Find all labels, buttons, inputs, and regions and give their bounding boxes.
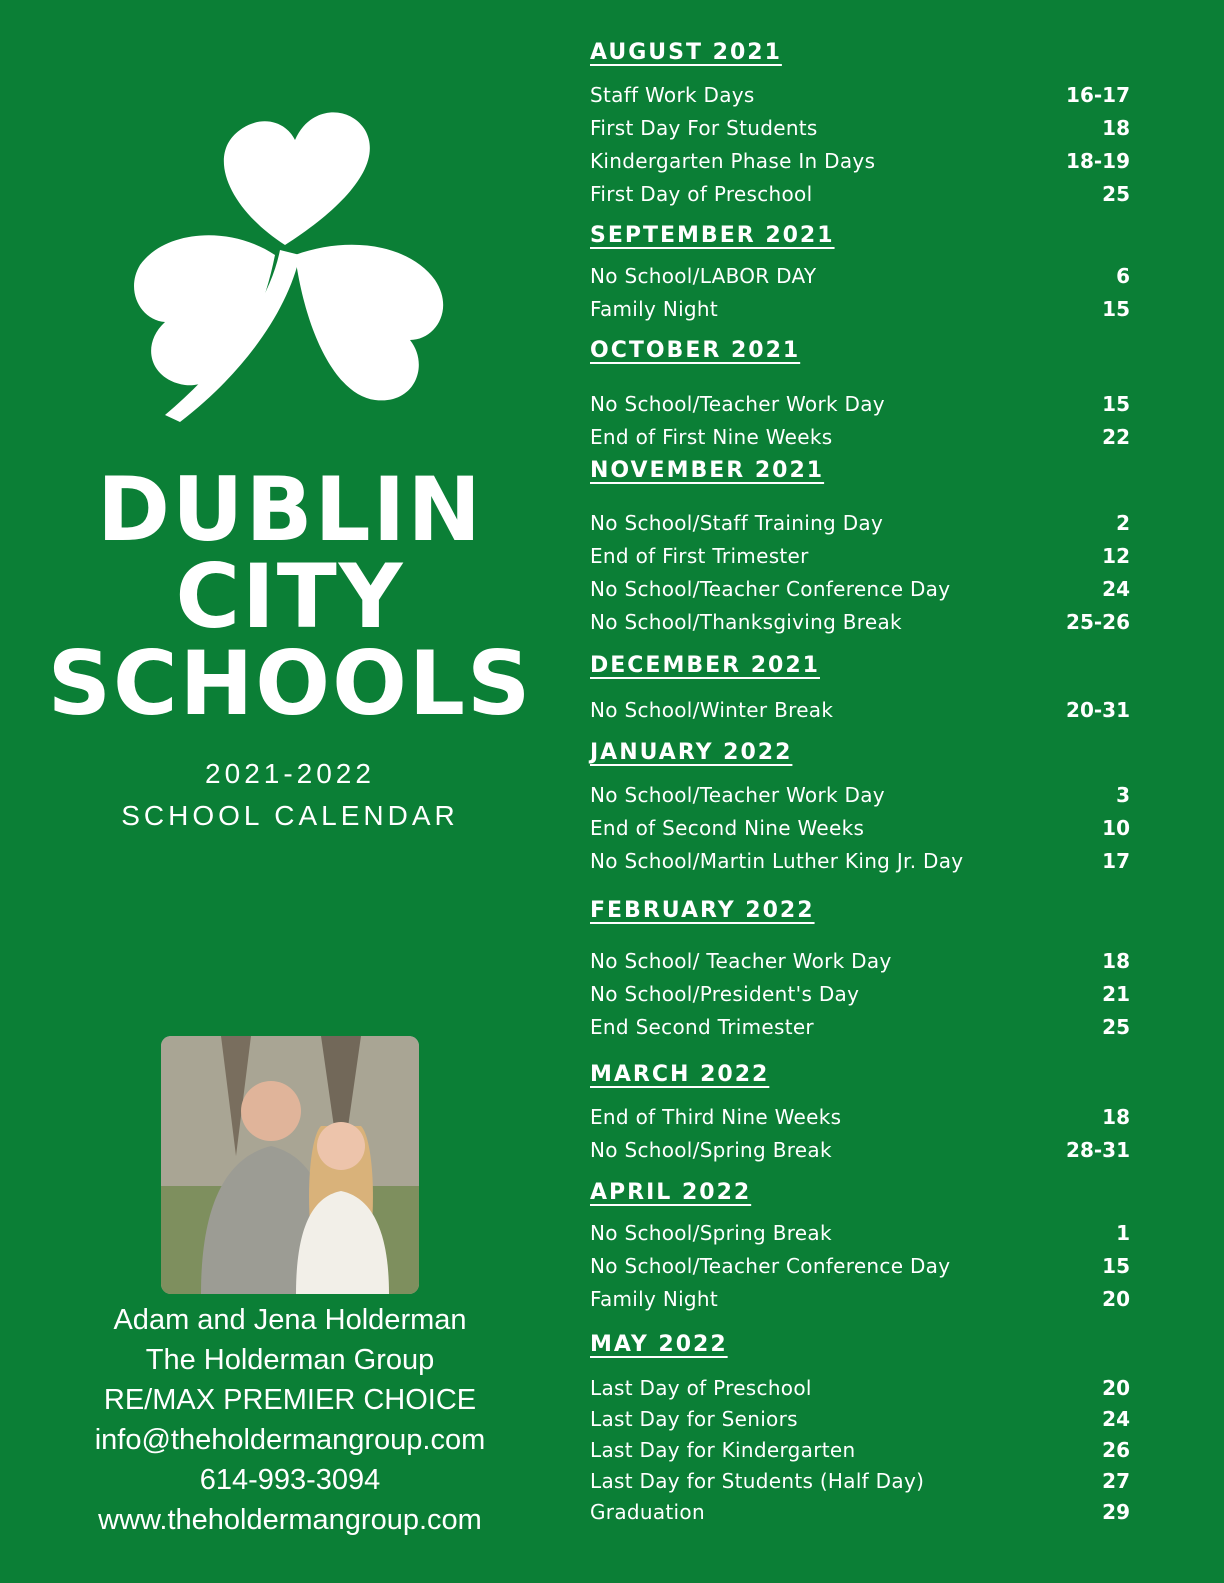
event-row	[590, 260, 1130, 293]
event-date: 18-19	[1066, 149, 1130, 173]
event-label: No School/Teacher Conference Day	[590, 577, 951, 601]
event-label: Family Night	[590, 297, 719, 321]
event-label: Last Day for Seniors	[590, 1407, 798, 1431]
event-label: First Day For Students	[590, 116, 818, 140]
month-heading: DECEMBER 2021	[590, 653, 820, 678]
event-label: Last Day for Kindergarten	[590, 1438, 856, 1462]
event-date: 20	[1102, 1287, 1130, 1311]
event-date: 16-17	[1066, 83, 1130, 107]
event-label: No School/Spring Break	[590, 1221, 832, 1245]
month-section-december	[590, 653, 1130, 727]
photo-illustration	[161, 1036, 419, 1294]
month-heading: MARCH 2022	[590, 1062, 770, 1087]
event-label: No School/LABOR DAY	[590, 264, 817, 288]
event-date: 10	[1102, 816, 1130, 840]
event-date: 15	[1102, 297, 1130, 321]
event-label: Last Day of Preschool	[590, 1376, 812, 1400]
event-date: 12	[1102, 544, 1130, 568]
month-section-april	[590, 1180, 1130, 1316]
event-label: No School/Teacher Conference Day	[590, 1254, 951, 1278]
event-date: 3	[1116, 783, 1130, 807]
event-label: Kindergarten Phase In Days	[590, 149, 876, 173]
event-label: End of First Trimester	[590, 544, 809, 568]
event-date: 22	[1102, 425, 1130, 449]
school-title-line-3: SCHOOLS	[47, 632, 533, 735]
event-label: No School/Spring Break	[590, 1138, 832, 1162]
event-row	[590, 978, 1130, 1011]
event-label: Graduation	[590, 1500, 705, 1524]
event-date: 6	[1116, 264, 1130, 288]
event-label: No School/President's Day	[590, 982, 860, 1006]
event-row	[590, 573, 1130, 606]
event-label: Last Day for Students (Half Day)	[590, 1469, 925, 1493]
event-label: No School/Martin Luther King Jr. Day	[590, 849, 964, 873]
event-row	[590, 1435, 1130, 1466]
month-section-may	[590, 1332, 1130, 1528]
event-date: 28-31	[1066, 1138, 1130, 1162]
event-date: 24	[1102, 577, 1130, 601]
month-heading: APRIL 2022	[590, 1180, 752, 1205]
event-row	[590, 779, 1130, 812]
calendar-label: SCHOOL CALENDAR	[121, 800, 459, 831]
event-date: 18	[1102, 949, 1130, 973]
event-date: 25	[1102, 182, 1130, 206]
month-heading: NOVEMBER 2021	[590, 458, 825, 483]
month-heading: AUGUST 2021	[590, 40, 782, 65]
event-row	[590, 945, 1130, 978]
event-date: 27	[1102, 1469, 1130, 1493]
contact-website[interactable]: www.theholdermangroup.com	[98, 1504, 482, 1536]
event-date: 17	[1102, 849, 1130, 873]
event-row	[590, 1217, 1130, 1250]
event-label: First Day of Preschool	[590, 182, 813, 206]
contact-email[interactable]: info@theholdermangroup.com	[94, 1424, 486, 1456]
month-section-november	[590, 458, 1130, 639]
event-date: 2	[1116, 511, 1130, 535]
event-row	[590, 1134, 1130, 1167]
event-date: 15	[1102, 1254, 1130, 1278]
event-row	[590, 178, 1130, 211]
event-date: 25-26	[1066, 610, 1130, 634]
event-row	[590, 606, 1130, 639]
event-label: Staff Work Days	[590, 83, 755, 107]
event-label: No School/Winter Break	[590, 698, 834, 722]
school-title-line-2: CITY	[175, 545, 405, 648]
event-row	[590, 1101, 1130, 1134]
event-label: End Second Trimester	[590, 1015, 814, 1039]
school-title-line-1: DUBLIN	[96, 458, 484, 561]
event-row	[590, 79, 1130, 112]
left-panel	[0, 0, 580, 1583]
event-date: 18	[1102, 116, 1130, 140]
shamrock-icon	[110, 60, 470, 430]
event-label: Family Night	[590, 1287, 719, 1311]
event-label: No School/Teacher Work Day	[590, 783, 885, 807]
contact-group: The Holderman Group	[145, 1344, 435, 1376]
event-row	[590, 1404, 1130, 1435]
contact-names: Adam and Jena Holderman	[113, 1304, 467, 1336]
event-row	[590, 145, 1130, 178]
school-year: 2021-2022	[205, 758, 375, 789]
month-section-february	[590, 898, 1130, 1044]
event-row	[590, 694, 1130, 727]
event-date: 29	[1102, 1500, 1130, 1524]
month-section-march	[590, 1062, 1130, 1167]
event-row	[590, 421, 1130, 454]
month-heading: MAY 2022	[590, 1332, 728, 1357]
month-section-october	[590, 338, 1130, 454]
event-row	[590, 507, 1130, 540]
month-section-january	[590, 740, 1130, 878]
event-row	[590, 1497, 1130, 1528]
month-heading: JANUARY 2022	[590, 740, 793, 765]
event-label: No School/Teacher Work Day	[590, 392, 885, 416]
event-label: No School/Thanksgiving Break	[590, 610, 902, 634]
event-row	[590, 293, 1130, 326]
event-row	[590, 388, 1130, 421]
event-row	[590, 112, 1130, 145]
event-date: 20	[1102, 1376, 1130, 1400]
event-label: End of First Nine Weeks	[590, 425, 833, 449]
event-label: No School/ Teacher Work Day	[590, 949, 892, 973]
event-row	[590, 1250, 1130, 1283]
event-row	[590, 540, 1130, 573]
event-row	[590, 1466, 1130, 1497]
event-date: 21	[1102, 982, 1130, 1006]
contact-phone[interactable]: 614-993-3094	[199, 1464, 381, 1496]
event-date: 26	[1102, 1438, 1130, 1462]
event-row	[590, 812, 1130, 845]
event-date: 15	[1102, 392, 1130, 416]
event-row	[590, 845, 1130, 878]
contact-brokerage: RE/MAX PREMIER CHOICE	[103, 1384, 477, 1416]
month-heading: OCTOBER 2021	[590, 338, 801, 363]
event-date: 25	[1102, 1015, 1130, 1039]
event-date: 1	[1116, 1221, 1130, 1245]
month-heading: SEPTEMBER 2021	[590, 223, 835, 248]
event-date: 18	[1102, 1105, 1130, 1129]
event-label: End of Third Nine Weeks	[590, 1105, 842, 1129]
event-date: 24	[1102, 1407, 1130, 1431]
event-date: 20-31	[1066, 698, 1130, 722]
agents-photo	[161, 1036, 419, 1294]
event-row	[590, 1011, 1130, 1044]
event-label: End of Second Nine Weeks	[590, 816, 865, 840]
event-row	[590, 1283, 1130, 1316]
event-row	[590, 1373, 1130, 1404]
month-heading: FEBRUARY 2022	[590, 898, 815, 923]
month-section-september	[590, 223, 1130, 326]
month-section-august	[590, 40, 1130, 211]
event-label: No School/Staff Training Day	[590, 511, 884, 535]
